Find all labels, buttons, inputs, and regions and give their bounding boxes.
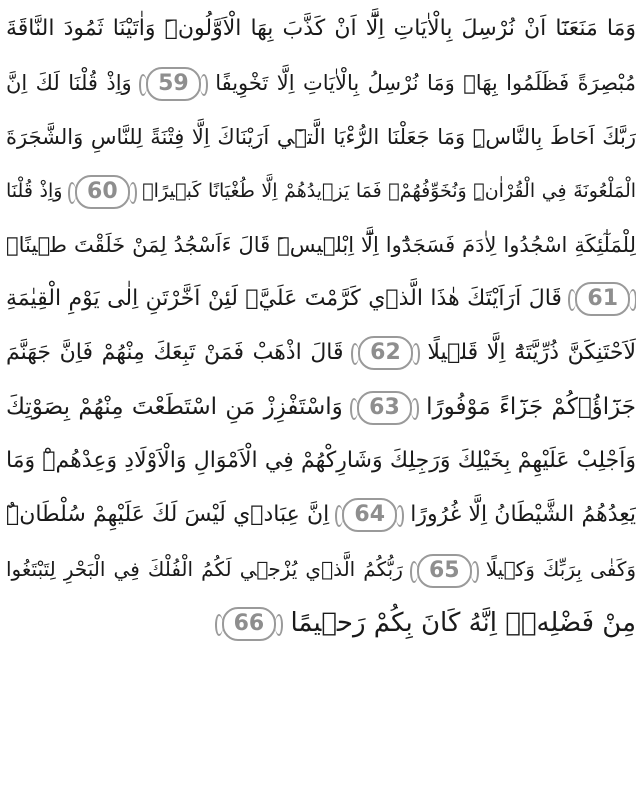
verse-text: مُبْصِرَةً فَظَلَمُوا بِهَاۜ وَمَا نُرْسِلُ بِالْاٰيَاتِ اِلَّا تَخْوِيفًا (215, 71, 636, 95)
verse-line (6, 2, 636, 56)
ayah-number-marker: 61 (575, 282, 630, 316)
verse-text: وَاِذْ قُلْنَا (6, 180, 63, 202)
verse-text: يَعِدُهُمُ الشَّيْطَانُ اِلَّا غُرُورًا (410, 502, 636, 527)
verse-text: رَبُّكُمُ الَّذ۪ي يُزْج۪ي لَكُمُ الْفُلْكَ فِي الْبَحْرِ لِتَبْتَغُوا (6, 557, 403, 581)
verse-line (6, 488, 636, 542)
verse-line (6, 164, 636, 218)
ayah-number-marker: 63 (357, 391, 412, 425)
ayah-number-marker: 60 (75, 175, 130, 209)
verse-text: قَالَ اَرَاَيْتَكَ هٰذَا الَّذ۪ي كَرَّمْتَ عَلَيَّۘ لَئِنْ اَخَّرْتَنِ اِلٰى يَوْمِ الْقِيٰمَةِ (6, 286, 562, 311)
verse-text: اِنَّ عِبَاد۪ي لَيْسَ لَكَ عَلَيْهِمْ سُلْطَانٌۜ (6, 502, 330, 527)
verse-text: مِنْ فَضْلِه۪ۜ اِنَّهُ كَانَ بِكُمْ رَح۪يمًا (290, 608, 636, 638)
verse-line (6, 380, 636, 434)
verse-line (6, 434, 636, 488)
verse-text: لِلْمَلٰٓئِكَةِ اسْجُدُوا لِاٰدَمَ فَسَجَدُٓوا اِلَّٓا اِبْل۪يسَۜ قَالَ ءَاَسْجُدُ لِمَنْ خَلَقْتَ ط۪ينًاۚ (6, 233, 636, 257)
verse-text: وَاَجْلِبْ عَلَيْهِمْ بِخَيْلِكَ وَرَجِلِكَ وَشَارِكْهُمْ فِي الْاَمْوَالِ وَالْاَوْلَادِ وَعِدْهُمْۜ وَمَا (6, 448, 636, 473)
verse-line (6, 542, 636, 596)
verse-line (6, 56, 636, 110)
verse-line (6, 110, 636, 164)
ayah-number-marker: 62 (358, 336, 413, 370)
ayah-number-marker: 65 (417, 554, 472, 588)
verse-text: وَاسْتَفْزِزْ مَنِ اسْتَطَعْتَ مِنْهُمْ بِصَوْتِكَ (6, 394, 343, 420)
verse-text: لَاَحْتَنِكَنَّ ذُرِّيَّتَهُٓ اِلَّا قَل۪يلًا (427, 340, 636, 365)
verse-text: رَبَّكَ اَحَاطَ بِالنَّاسِۜ وَمَا جَعَلْنَا الرُّءْيَا الَّت۪ٓي اَرَيْنَاكَ اِلَّا فِتْنَةً لِلنَّاسِ وَالشَّجَرَةَ (6, 125, 636, 149)
verse-line (6, 596, 636, 650)
verse-line (6, 218, 636, 272)
verse-text: الْمَلْعُونَةَ فِي الْقُرْاٰنِۜ وَنُخَوِّفُهُمْۙ فَمَا يَز۪يدُهُمْ اِلَّا طُغْيَانًا كَب۪يرًا۟ (142, 180, 636, 202)
verse-text: قَالَ اذْهَبْ فَمَنْ تَبِعَكَ مِنْهُمْ فَاِنَّ جَهَنَّمَ (6, 340, 344, 365)
verse-text: جَزَٓاؤُ۬كُمْ جَزَٓاءً مَوْفُورًا (426, 394, 636, 420)
ayah-number-marker: 66 (222, 607, 277, 641)
verse-text: وَمَا مَنَعَنَٓا اَنْ نُرْسِلَ بِالْاٰيَاتِ اِلَّٓا اَنْ كَذَّبَ بِهَا الْاَوَّلُونَۜ وَاٰتَيْنَا ثَمُودَ النَّاقَةَ (6, 16, 636, 41)
verse-line (6, 272, 636, 326)
verse-text: وَاِذْ قُلْنَا لَكَ اِنَّ (6, 71, 132, 95)
verse-text: وَكَفٰى بِرَبِّكَ وَك۪يلًا (485, 557, 636, 581)
ayah-number-marker: 59 (146, 67, 201, 101)
ayah-number-marker: 64 (342, 498, 397, 532)
verse-line (6, 326, 636, 380)
